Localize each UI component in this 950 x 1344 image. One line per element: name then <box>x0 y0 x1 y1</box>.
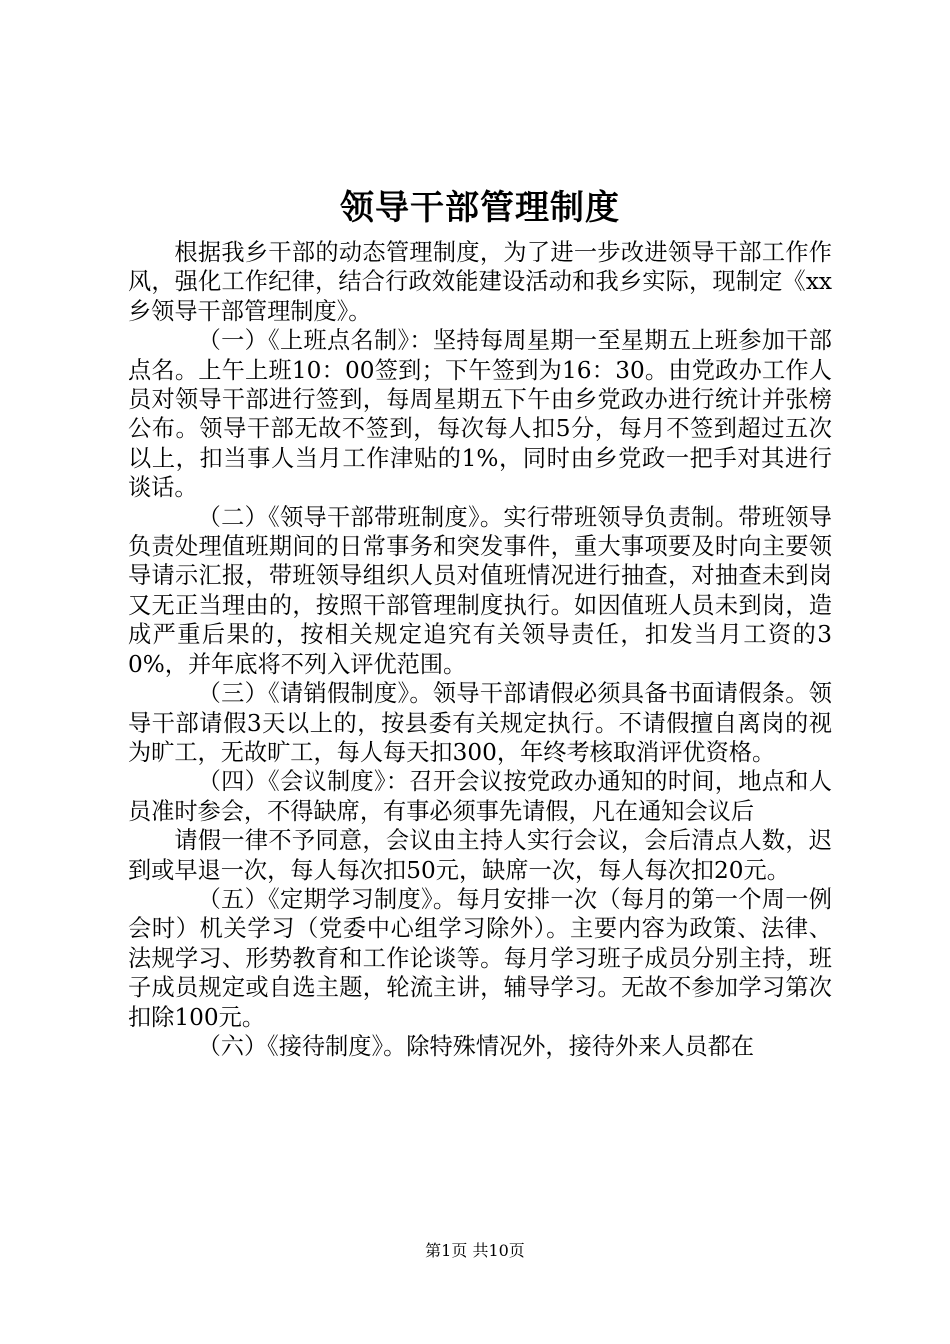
document-page <box>128 178 832 1061</box>
paragraph-section-2: （二）《领导干部带班制度》。实行带班领导负责制。带班领导负责处理值班期间的日常事务和突发事件，重大事项要及时向主要领导请示汇报，带班领导组织人员对值班情况进行抽查，对抽查未到岗又无正当理由的，按照干部管理制度执行。如因值班人员未到岗，造成严重后果的，按相关规定追究有关领导责任，扣发当月工资的30%，并年底将不列入评优范围。 <box>128 503 832 678</box>
paragraph-intro: 根据我乡干部的动态管理制度，为了进一步改进领导干部工作作风，强化工作纪律，结合行政效能建设活动和我乡实际，现制定《xx乡领导干部管理制度》。 <box>128 239 832 325</box>
paragraph-section-3: （三）《请销假制度》。领导干部请假必须具备书面请假条。领导干部请假3天以上的，按县委有关规定执行。不请假擅自离岗的视为旷工，无故旷工，每人每天扣300，年终考核取消评优资格。 <box>128 680 832 766</box>
paragraph-section-5: （五）《定期学习制度》。每月安排一次（每月的第一个周一例会时）机关学习（党委中心组学习除外）。主要内容为政策、法律、法规学习、形势教育和工作论谈等。每月学习班子成员分别主持，班子成员规定或自选主题，轮流主讲，辅导学习。无故不参加学习第次扣除100元。 <box>128 885 832 1031</box>
paragraph-section-1: （一）《上班点名制》：坚持每周星期一至星期五上班参加干部点名。上午上班10：00签到；下午签到为16：30。由党政办工作人员对领导干部进行签到，每周星期五下午由乡党政办进行统计并张榜公布。领导干部无故不签到，每次每人扣5分，每月不签到超过五次以上，扣当事人当月工作津贴的1%，同时由乡党政一把手对其进行谈话。 <box>128 327 832 502</box>
document-title: 领导干部管理制度 <box>340 188 620 228</box>
paragraph-section-6: （六）《接待制度》。除特殊情况外，接待外来人员都在 <box>197 1032 755 1060</box>
paragraph-section-4: （四）《会议制度》：召开会议按党政办通知的时间，地点和人员准时参会，不得缺席，有事必须事先请假，凡在通知会议后 <box>128 768 832 825</box>
page-footer: 第1页 共10页 <box>425 1241 525 1260</box>
paragraph-section-4-continued: 请假一律不予同意，会议由主持人实行会议，会后清点人数，迟到或早退一次，每人每次扣50元，缺席一次，每人每次扣20元。 <box>128 827 832 884</box>
